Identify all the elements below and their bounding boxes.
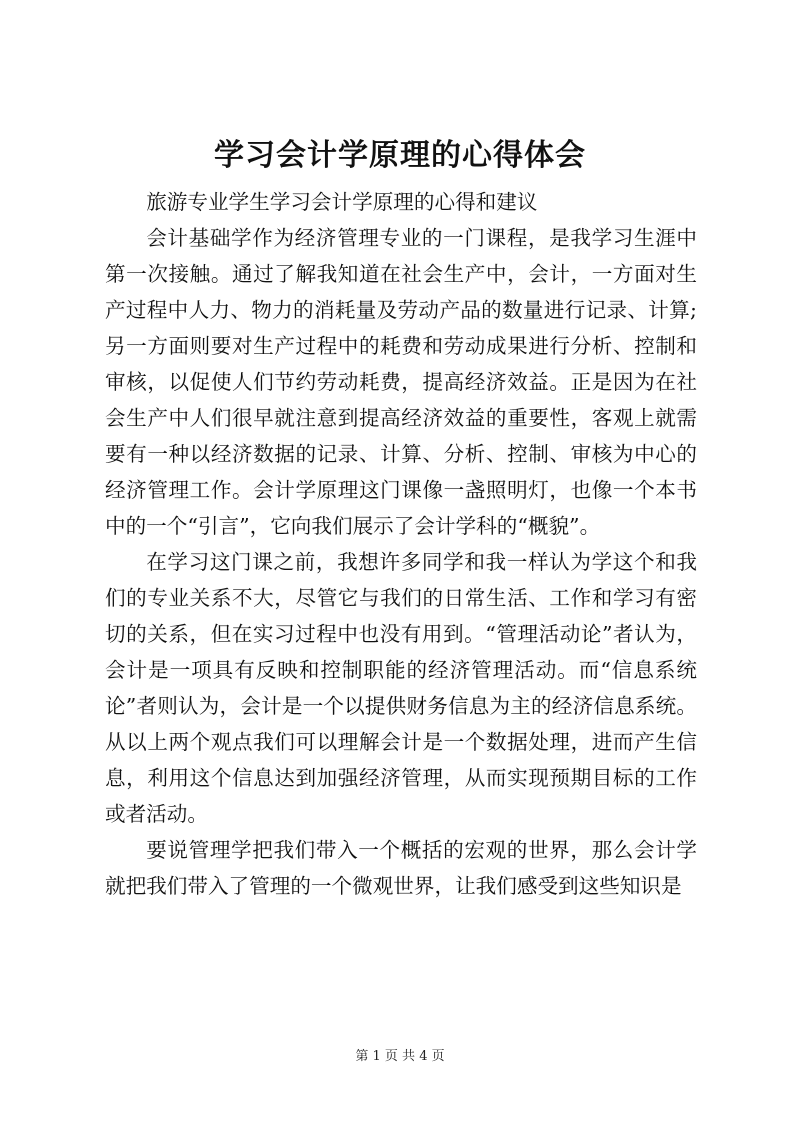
document-body xyxy=(105,184,697,904)
document-title: 学习会计学原理的心得体会 xyxy=(214,138,586,173)
paragraph-subtitle: 旅游专业学生学习会计学原理的心得和建议 xyxy=(146,190,538,214)
paragraph-1: 会计基础学作为经济管理专业的一门课程，是我学习生涯中第一次接触。通过了解我知道在社会生产中，会计，一方面对生产过程中人力、物力的消耗量及劳动产品的数量进行记录、计算;另一方面则要对生产过程中的耗费和劳动成果进行分析、控制和审核，以促使人们节约劳动耗费，提高经济效益。正是因为在社会生产中人们很早就注意到提高经济效益的重要性，客观上就需要有一种以经济数据的记录、计算、分析、控制、审核为中心的经济管理工作。会计学原理这门课像一盏照明灯，也像一个本书中的一个“引言”，它向我们展示了会计学科的“概貌”。 xyxy=(105,226,697,538)
page-number-footer: 第 1 页 共 4 页 xyxy=(355,1049,445,1064)
paragraph-3: 要说管理学把我们带入一个概括的宏观的世界，那么会计学就把我们带入了管理的一个微观世界，让我们感受到这些知识是 xyxy=(105,838,697,898)
paragraph-2: 在学习这门课之前，我想许多同学和我一样认为学这个和我们的专业关系不大，尽管它与我们的日常生活、工作和学习有密切的关系，但在实习过程中也没有用到。“管理活动论”者认为，会计是一项具有反映和控制职能的经济管理活动。而“信息系统论”者则认为，会计是一个以提供财务信息为主的经济信息系统。从以上两个观点我们可以理解会计是一个数据处理，进而产生信息，利用这个信息达到加强经济管理，从而实现预期目标的工作或者活动。 xyxy=(105,550,697,826)
